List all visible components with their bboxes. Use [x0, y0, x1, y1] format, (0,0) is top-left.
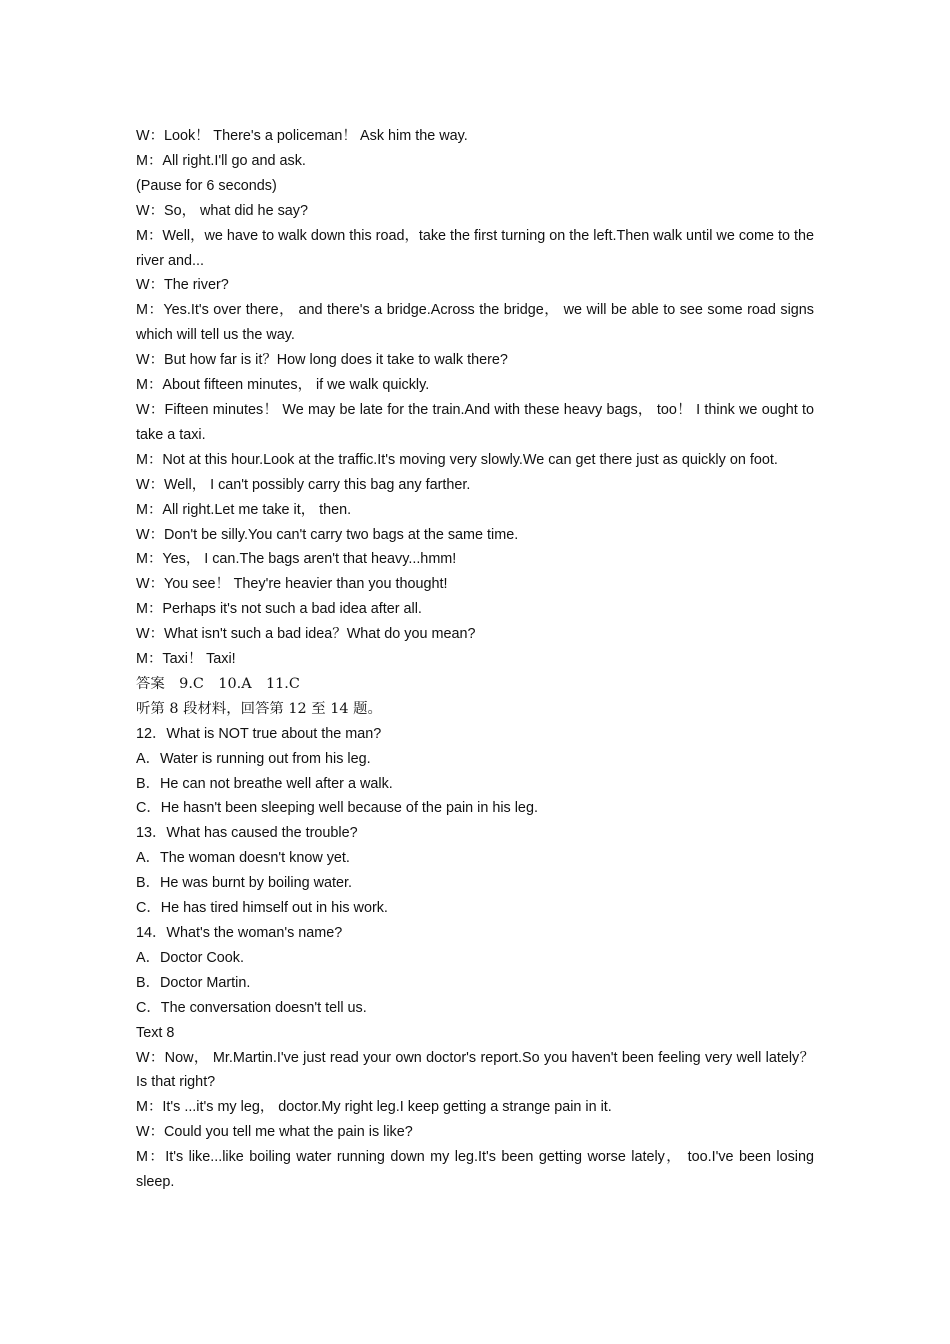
- dialogue-line: M：Yes， I can.The bags aren't that heavy...hmm!: [136, 551, 457, 568]
- dialogue-line: M：Well，we have to walk down this road，take the first turning on the left.Then walk until we come to the river and...: [136, 227, 815, 269]
- dialogue-line: W：The river?: [136, 277, 229, 294]
- dialogue-line: W：Now， Mr.Martin.I've just read your own doctor's report.So you haven't been feeling very well lately？Is that right?: [136, 1049, 814, 1091]
- dialogue-line: M：Yes.It's over there， and there's a bridge.Across the bridge， we will be able to see some road signs which will tell us the way.: [136, 302, 814, 344]
- answer-option: C．He hasn't been sleeping well because of the pain in his leg.: [136, 800, 538, 817]
- dialogue-line: W：What isn't such a bad idea？What do you mean?: [136, 626, 476, 643]
- answer-option: A．The woman doesn't know yet.: [136, 850, 350, 867]
- dialogue-line: W：Well， I can't possibly carry this bag any farther.: [136, 476, 471, 493]
- dialogue-line: W：Fifteen minutes！ We may be late for the train.And with these heavy bags， too！ I think we ought to take a taxi.: [136, 401, 814, 443]
- answer-option: B．He can not breathe well after a walk.: [136, 775, 393, 792]
- dialogue-line: M：Perhaps it's not such a bad idea after all.: [136, 601, 422, 618]
- document-page: [136, 124, 814, 1195]
- dialogue-line: M：About fifteen minutes， if we walk quickly.: [136, 377, 430, 394]
- dialogue-line: M：It's like...like boiling water running down my leg.It's been getting worse lately， too.I've been losing sleep.: [136, 1149, 814, 1191]
- dialogue-line: M：All right.I'll go and ask.: [136, 152, 306, 169]
- answer-option: B．He was burnt by boiling water.: [136, 875, 352, 892]
- answer-option: B．Doctor Martin.: [136, 974, 251, 991]
- question: 14．What's the woman's name?: [136, 925, 343, 941]
- dialogue-line: M：All right.Let me take it， then.: [136, 501, 352, 518]
- dialogue-line: W：But how far is it？How long does it take to walk there?: [136, 352, 508, 369]
- section-instruction: 听第 8 段材料，回答第 12 至 14 题。: [136, 700, 382, 717]
- text-heading: Text 8: [136, 1024, 175, 1041]
- answer-key: 答案 9.C 10.A 11.C: [136, 675, 300, 692]
- dialogue-line: W：Could you tell me what the pain is like?: [136, 1124, 413, 1141]
- answer-option: C．He has tired himself out in his work.: [136, 900, 388, 917]
- dialogue-line: M：Taxi！ Taxi!: [136, 651, 236, 668]
- stage-direction: (Pause for 6 seconds): [136, 177, 277, 194]
- answer-option: A．Water is running out from his leg.: [136, 750, 371, 767]
- dialogue-line: W：Look！ There's a policeman！ Ask him the way.: [136, 128, 468, 144]
- dialogue-line: M：It's ...it's my leg， doctor.My right leg.I keep getting a strange pain in it.: [136, 1099, 612, 1116]
- dialogue-line: W：Don't be silly.You can't carry two bags at the same time.: [136, 526, 519, 543]
- answer-option: A．Doctor Cook.: [136, 949, 244, 966]
- question: 13．What has caused the trouble?: [136, 825, 358, 842]
- dialogue-line: W：So， what did he say?: [136, 202, 308, 219]
- question: 12．What is NOT true about the man?: [136, 725, 382, 742]
- dialogue-line: W：You see！ They're heavier than you thought!: [136, 576, 448, 593]
- answer-option: C．The conversation doesn't tell us.: [136, 999, 367, 1016]
- dialogue-line: M：Not at this hour.Look at the traffic.It's moving very slowly.We can get there just as quickly on foot.: [136, 451, 778, 468]
